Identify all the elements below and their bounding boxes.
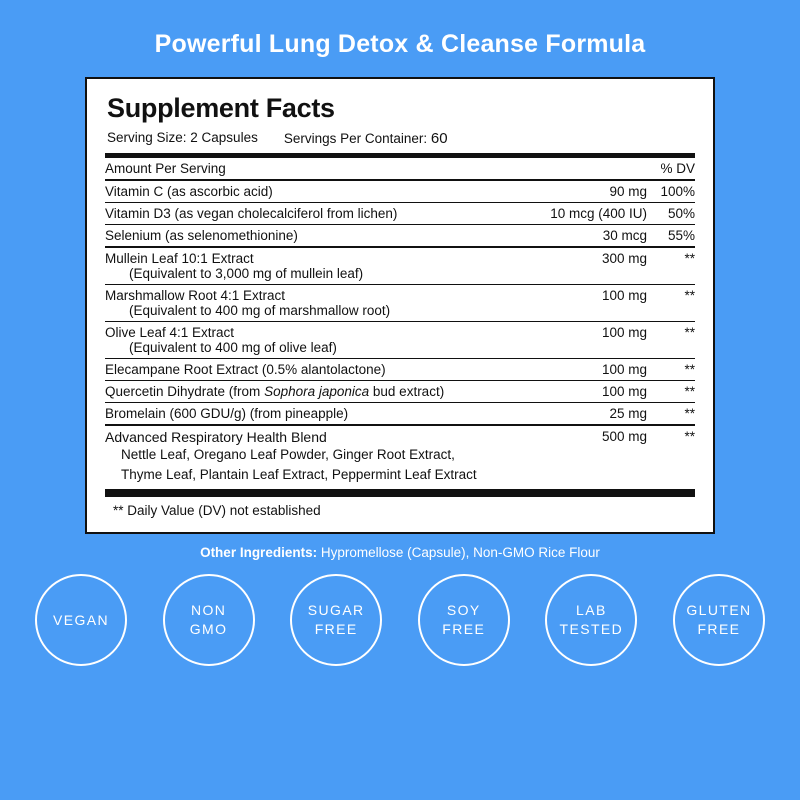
row-dv: ** [647, 322, 695, 359]
row-dv: 55% [647, 225, 695, 248]
blend-line-2: Thyme Leaf, Plantain Leaf Extract, Peppermint Leaf Extract [121, 466, 477, 482]
serving-info [107, 130, 695, 147]
badge-sugar-free [290, 574, 382, 666]
table-row [105, 359, 695, 381]
badge-line-1: LAB [576, 602, 607, 619]
other-ingredients-value: Hypromellose (Capsule), Non-GMO Rice Flour [320, 545, 600, 561]
badge-non-gmo [163, 574, 255, 666]
badge-line-2: FREE [697, 621, 741, 638]
badge-line-2: FREE [314, 621, 358, 638]
amount-header-spacer [497, 158, 647, 180]
table-row [105, 180, 695, 203]
badge-line-2: FREE [442, 621, 486, 638]
footnote: ** Daily Value (DV) not established [113, 503, 321, 519]
row-amount: 300 mg [497, 247, 647, 285]
row-dv: ** [647, 403, 695, 426]
badge-line-1: SUGAR [307, 602, 365, 619]
row-name: Vitamin C (as ascorbic acid) [105, 180, 497, 203]
row-dv: 50% [647, 203, 695, 225]
blend-amount: 500 mg [497, 425, 647, 487]
row-subtext: (Equivalent to 3,000 mg of mullein leaf) [129, 266, 364, 281]
other-ingredients [200, 545, 600, 560]
blend-dv: ** [647, 425, 695, 487]
servings-per-container: Servings Per Container: 60 [283, 130, 448, 147]
row-name-quercetin: Quercetin Dihydrate (from Sophora japonica bud extract) [105, 381, 497, 403]
row-dv: 100% [647, 180, 695, 203]
page-title: Powerful Lung Detox & Cleanse Formula [154, 30, 646, 58]
row-name: Mullein Leaf 10:1 Extract [105, 251, 254, 266]
row-name: Olive Leaf 4:1 Extract [105, 325, 235, 340]
row-subtext: (Equivalent to 400 mg of marshmallow root) [129, 303, 391, 318]
blend-row [105, 425, 695, 487]
nutrition-table [105, 158, 695, 487]
badge-line-1: NON [190, 602, 227, 619]
row-name-with-sub [105, 322, 497, 359]
badge-line-2: GMO [189, 621, 228, 638]
row-amount: 25 mg [497, 403, 647, 426]
row-name-with-sub [105, 285, 497, 322]
badge-line-1: SOY [446, 602, 481, 619]
blend-line-1: Nettle Leaf, Oregano Leaf Powder, Ginger Root Extract, [121, 447, 455, 462]
row-dv: ** [647, 381, 695, 403]
table-row [105, 285, 695, 322]
row-amount: 30 mcg [497, 225, 647, 248]
other-ingredients-label: Other Ingredients: [200, 545, 318, 561]
table-row [105, 381, 695, 403]
table-row [105, 225, 695, 248]
row-name: Vitamin D3 (as vegan cholecalciferol from lichen) [105, 203, 497, 225]
table-row [105, 403, 695, 426]
row-dv: ** [647, 359, 695, 381]
row-subtext: (Equivalent to 400 mg of olive leaf) [129, 340, 337, 355]
row-name: Elecampane Root Extract (0.5% alantolactone) [105, 359, 497, 381]
badge-line-1: GLUTEN [686, 602, 752, 619]
row-name: Marshmallow Root 4:1 Extract [105, 288, 286, 303]
row-amount: 100 mg [497, 285, 647, 322]
row-amount: 100 mg [497, 359, 647, 381]
badge-soy-free [418, 574, 510, 666]
row-amount: 100 mg [497, 322, 647, 359]
latin-name: Sophora japonica [264, 384, 370, 399]
table-row [105, 322, 695, 359]
row-amount: 90 mg [497, 180, 647, 203]
row-dv: ** [647, 247, 695, 285]
badge-lab-tested [545, 574, 637, 666]
serving-size: Serving Size: 2 Capsules [107, 130, 258, 145]
supplement-facts-panel [85, 77, 715, 534]
badge-line-1: VEGAN [52, 611, 109, 628]
supplement-facts-title: Supplement Facts [107, 93, 335, 123]
badge-gluten-free [673, 574, 765, 666]
badge-line-2: TESTED [559, 621, 624, 638]
blend-name-cell [105, 425, 497, 487]
amount-per-serving-header: Amount Per Serving [105, 161, 226, 176]
row-name-with-sub [105, 247, 497, 285]
table-header-row [105, 158, 695, 180]
servings-per-container-value: 60 [430, 130, 448, 147]
table-row [105, 247, 695, 285]
blend-name: Advanced Respiratory Health Blend [105, 429, 327, 445]
divider-heavy-bottom [105, 489, 695, 497]
row-amount: 10 mcg (400 IU) [497, 203, 647, 225]
dv-header: % DV [660, 161, 695, 176]
badge-vegan [35, 574, 127, 666]
row-dv: ** [647, 285, 695, 322]
row-amount: 100 mg [497, 381, 647, 403]
row-name: Selenium (as selenomethionine) [105, 225, 497, 248]
row-name: Bromelain (600 GDU/g) (from pineapple) [105, 403, 497, 426]
table-row [105, 203, 695, 225]
badge-row [35, 574, 765, 666]
